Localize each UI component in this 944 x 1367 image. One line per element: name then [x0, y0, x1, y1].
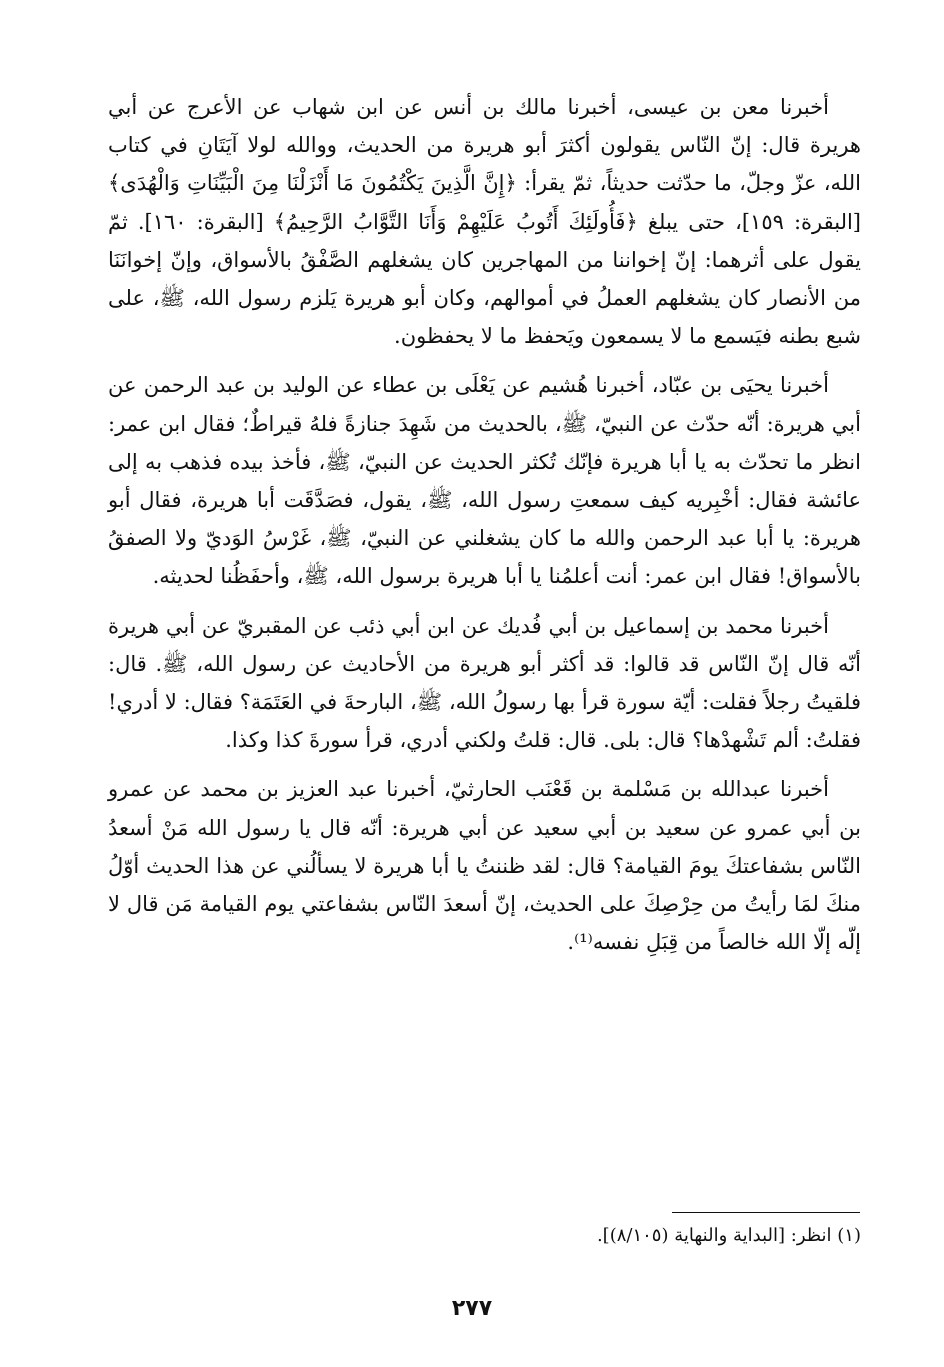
- page-number: ٢٧٧: [451, 1296, 493, 1321]
- paragraph-1: أخبرنا معن بن عيسى، أخبرنا مالك بن أنس عن ابن شهاب عن الأعرج عن أبي هريرة قال: إنّ النّاس يقولون أكثرَ أبو هريرة من الحديث، ووالله لولا آيَتَانِ في كتاب الله، عزّ وجلّ، ما حدّثت حديثاً، ثمّ يقرأ: ﴿إِنَّ الَّذِينَ يَكْتُمُونَ مَا أَنْزَلْنَا مِنَ الْبَيِّنَاتِ وَالْهُدَى﴾ [البقرة: ١٥٩]، حتى يبلغ ﴿فَأُولَئِكَ أَتُوبُ عَلَيْهِمْ وَأَنَا التَّوَّابُ الرَّحِيمُ﴾ [البقرة: ١٦٠]. ثمّ يقول على أثرهما: إنّ إخواننا من المهاجرين كان يشغلهم الصَّفْقُ بالأسواق، وإنّ إخوانَنَا من الأنصار كان يشغلهم العملُ في أموالهم، وكان أبو هريرة يَلزم رسول الله، ﷺ، على شبع بطنه فيَسمع ما لا يسمعون ويَحفظ ما لا يحفظون.: [108, 95, 861, 349]
- page-body: [108, 88, 861, 961]
- paragraph-4: أخبرنا عبدالله بن مَسْلمة بن قَعْنَب الحارثيّ، أخبرنا عبد العزيز بن محمد عن عمرو بن أبي عمرو عن سعيد بن أبي سعيد عن أبي هريرة: أنّه قال يا رسول الله مَنْ أسعدُ النّاس بشفاعتكَ يومَ القيامة؟ قال: لقد ظننتُ يا أبا هريرة لا يسألُني عن هذا الحديث أوّلُ منكَ لمَا رأيتُ من حِرْصِكَ على الحديث، إنّ أسعدَ النّاس بشفاعتي يوم القيامة مَن قال لا إلّه إلّا الله خالصاً من قِبَلِ نفسه⁽¹⁾.: [108, 777, 861, 955]
- footnote-divider: [672, 1212, 860, 1213]
- paragraph-3: أخبرنا محمد بن إسماعيل بن أبي فُديك عن ابن أبي ذئب عن المقبريّ عن أبي هريرة أنّه قال إنّ النّاس قد قالوا: قد أكثر أبو هريرة من الأحاديث عن رسول الله، ﷺ. قال: فلقيتُ رجلاً فقلت: أيّة سورة قرأ بها رسولُ الله، ﷺ، البارحةَ في العَتَمَة؟ فقال: لا أدري! فقلتُ: ألم تَشْهدْها؟ قال: بلى. قال: قلتُ ولكني أدري، قرأ سورةَ كذا وكذا.: [108, 613, 861, 753]
- paragraph-2: أخبرنا يحيَى بن عبّاد، أخبرنا هُشيم عن يَعْلَى بن عطاء عن الوليد بن عبد الرحمن عن أبي هريرة: أنّه حدّث عن النبيّ، ﷺ، بالحديث من شَهِدَ جنازةً فلهُ قيراطٌ؛ فقال ابن عمر: انظر ما تحدّث به يا أبا هريرة فإنّك تُكثر الحديث عن النبيّ، ﷺ، فأخذ بيده فذهب به إلى عائشة فقال: أخْبِريه كيف سمعتِ رسول الله، ﷺ، يقول، فصَدَّقَت أبا هريرة، فقال أبو هريرة: يا أبا عبد الرحمن والله ما كان يشغلني عن النبيّ، ﷺ، غَرْسُ الوَديّ ولا الصفقُ بالأسواق! فقال ابن عمر: أنت أعلمُنا يا أبا هريرة برسول الله، ﷺ، وأحفَظُنا لحديثه.: [108, 373, 861, 589]
- footnote: (١) انظر: [البداية والنهاية (٨/١٠٥)].: [596, 1225, 861, 1246]
